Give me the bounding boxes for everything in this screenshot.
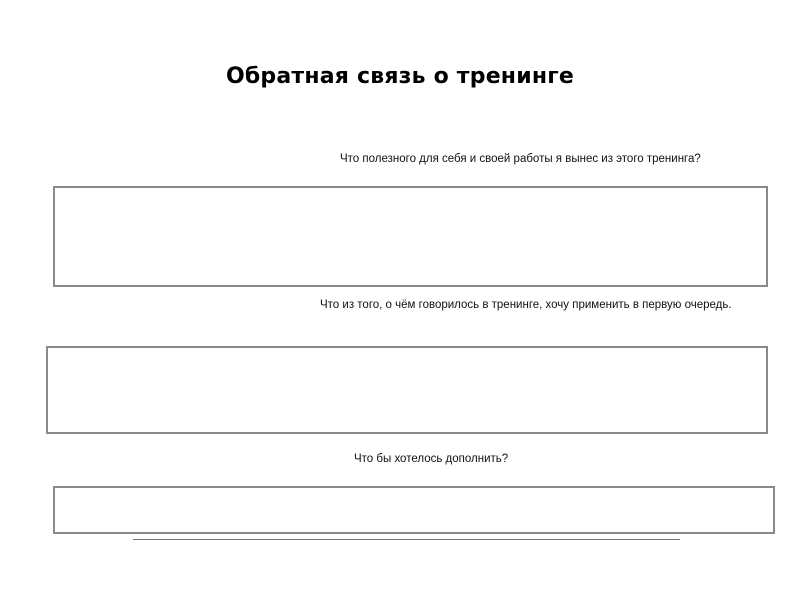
divider-line	[133, 539, 680, 540]
answer-2-field[interactable]	[46, 346, 768, 434]
answer-1-field[interactable]	[53, 186, 768, 287]
question-3-label: Что бы хотелось дополнить?	[354, 453, 509, 465]
question-2-label: Что из того, о чём говорилось в тренинге, хочу применить в первую очередь.	[320, 299, 732, 311]
answer-3-field[interactable]	[53, 486, 775, 534]
form-title: Обратная связь о тренинге	[225, 64, 575, 89]
question-1-label: Что полезного для себя и своей работы я вынес из этого тренинга?	[340, 153, 701, 165]
